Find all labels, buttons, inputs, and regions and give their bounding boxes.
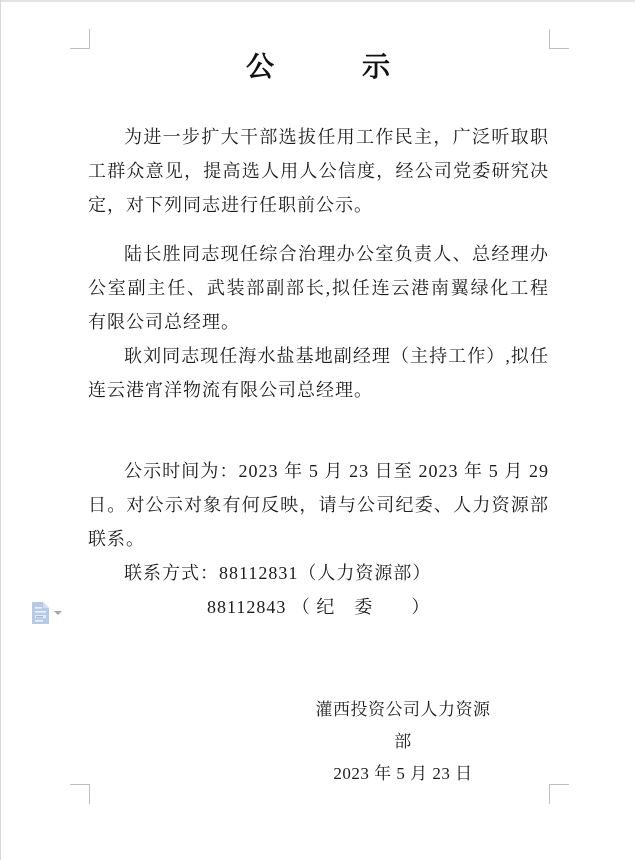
page-top-edge <box>0 0 635 2</box>
paragraph-intro[interactable]: 为进一步扩大干部选拔任用工作民主，广泛听取职工群众意见，提高选人用人公信度，经公司党委研究决定，对下列同志进行任职前公示。 <box>88 127 549 215</box>
paragraph-publicity-period[interactable]: 公示时间为：2023 年 5 月 23 日至 2023 年 5 月 29 日。对公示对象有何反映，请与公司纪委、人力资源部联系。 <box>88 461 549 549</box>
page-left-edge <box>0 0 1 860</box>
document-text-area[interactable] <box>88 48 549 790</box>
signature-block[interactable] <box>308 694 498 790</box>
signature-department[interactable]: 灌西投资公司人力资源部 <box>315 700 491 751</box>
contact-line-discipline[interactable]: 88112843 （ 纪 委 ） <box>207 597 431 617</box>
document-title[interactable]: 公 示 <box>245 52 391 83</box>
chevron-down-icon <box>54 611 62 615</box>
margin-mark-bottom-right <box>549 784 569 804</box>
margin-mark-bottom-left <box>70 784 90 804</box>
margin-mark-top-left <box>70 29 90 49</box>
paste-options-button[interactable] <box>31 600 67 630</box>
paste-options-icon <box>31 600 50 626</box>
signature-date[interactable]: 2023 年 5 月 23 日 <box>333 764 473 783</box>
paragraph-lu-changsheng[interactable]: 陆长胜同志现任综合治理办公室负责人、总经理办公室副主任、武装部副部长,拟任连云港南翼绿化工程有限公司总经理。 <box>88 244 549 332</box>
margin-mark-top-right <box>549 29 569 49</box>
paragraph-geng-liu[interactable]: 耿刘同志现任海水盐基地副经理（主持工作）,拟任连云港宵洋物流有限公司总经理。 <box>88 346 549 400</box>
contact-line-hr[interactable]: 联系方式：88112831（人力资源部） <box>124 563 432 583</box>
